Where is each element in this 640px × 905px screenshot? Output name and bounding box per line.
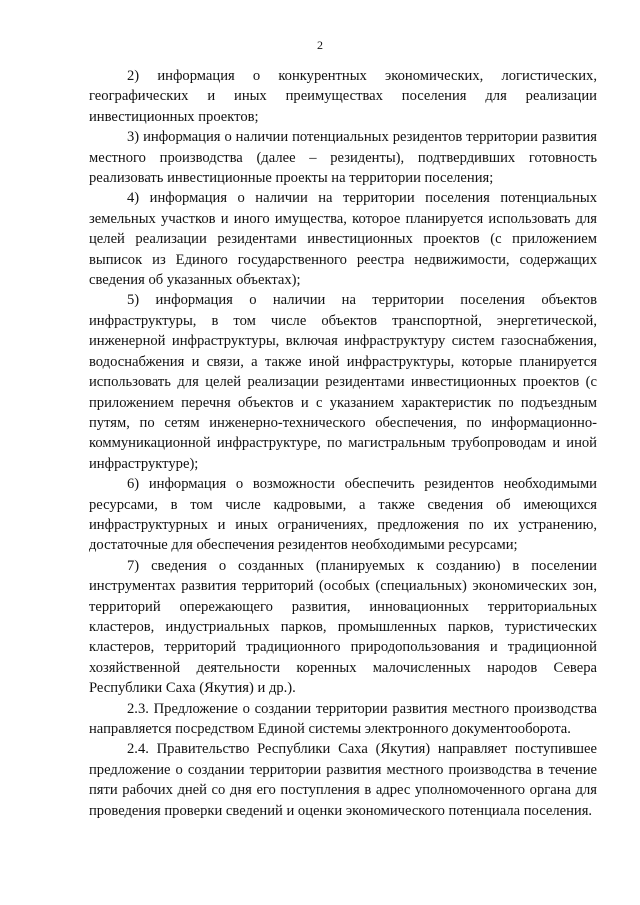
paragraph-item-5: 5) информация о наличии на территории поселения объектов инфраструктуры, в том числе объектов транспортной, энергетической, инженерной инфраструктуры, включая инфраструктуру систем газоснабжения, водоснабжения и связи, а также иной инфраструктуры, которые планируется использовать для целей реализации резидентами инвестиционных проектов (с приложением перечня объектов и с указанием характеристик по подъездным путям, по сетям инженерно-технического обеспечения, по информационно-коммуникационной инфраструктуре, по магистральным трубопроводам и иной инфраструктуре);	[89, 292, 597, 472]
paragraph-item-4: 4) информация о наличии на территории поселения потенциальных земельных участков и иного имущества, которое планируется использовать для целей реализации резидентами инвестиционных проектов (с приложением выписок из Единого государственного реестра недвижимости, содержащих сведения об указанных объектах);	[89, 190, 597, 289]
page-number: 2	[317, 38, 323, 52]
paragraph-section-2-3: 2.3. Предложение о создании территории развития местного производства направляется посредством Единой системы электронного документооборота.	[89, 700, 597, 737]
paragraph-section-2-4: 2.4. Правительство Республики Саха (Якутия) направляет поступившее предложение о создании территории развития местного производства в течение пяти рабочих дней со дня его поступления в адрес уполномоченного органа для проведения проверки сведений и оценки экономического потенциала поселения.	[89, 741, 597, 819]
paragraph-item-6: 6) информация о возможности обеспечить резидентов необходимыми ресурсами, в том числе кадровыми, а также сведения об имеющихся инфраструктурных и иных ограничениях, предложения по их устранению, достаточные для обеспечения резидентов необходимыми ресурсами;	[89, 476, 597, 554]
paragraph-item-2: 2) информация о конкурентных экономических, логистических, географических и иных преимуществах поселения для реализации инвестиционных проектов;	[89, 68, 597, 125]
paragraph-item-3: 3) информация о наличии потенциальных резидентов территории развития местного производства (далее – резиденты), подтвердивших готовность реализовать инвестиционные проекты на территории поселения;	[89, 129, 597, 187]
paragraph-item-7: 7) сведения о созданных (планируемых к созданию) в поселении инструментах развития территорий (особых (специальных) экономических зон, территорий опережающего развития, инновационных территориальных кластеров, индустриальных парков, промышленных парков, туристических кластеров, территорий традиционного природопользования и традиционной хозяйственной деятельности коренных малочисленных народов Севера Республики Саха (Якутия) и др.).	[89, 557, 597, 697]
document-body	[89, 66, 597, 821]
